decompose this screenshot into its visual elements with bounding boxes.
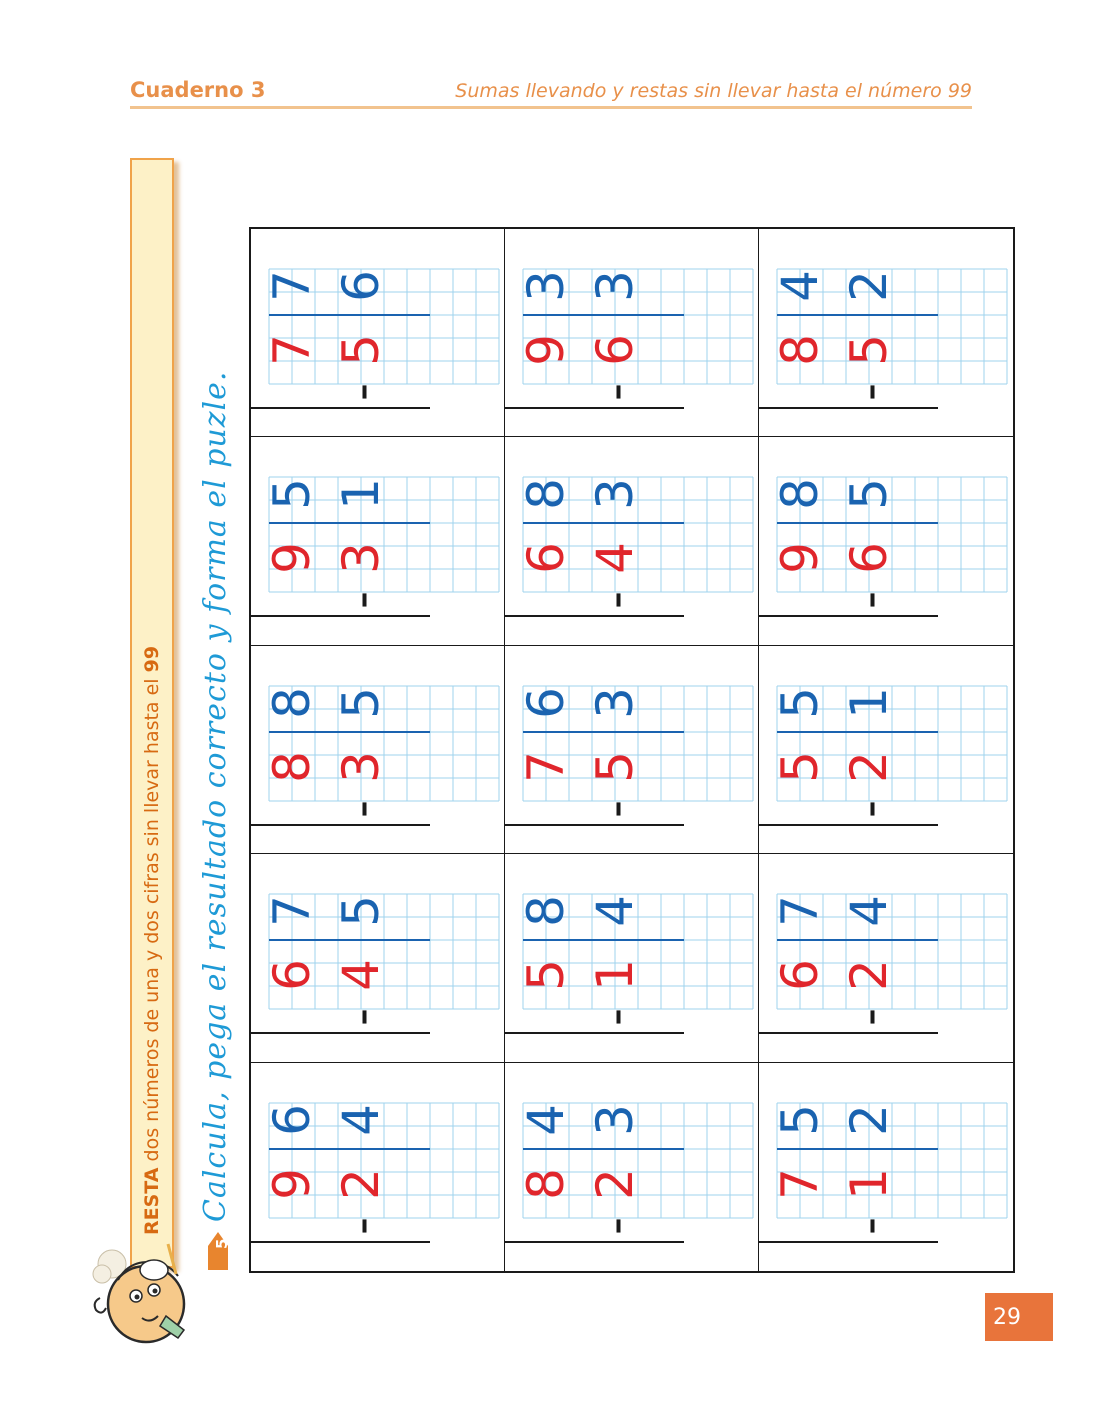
subtrahend-tens-digit: 1	[840, 1167, 898, 1200]
problem-grid	[249, 227, 1015, 1273]
minus-sign: -	[586, 591, 644, 610]
problem-cell[interactable]	[505, 854, 759, 1062]
minuend-tens-digit: 7	[517, 750, 575, 783]
subtrahend-tens-digit: 2	[840, 959, 898, 992]
minuend-units-digit: 8	[517, 895, 575, 928]
minus-sign: -	[332, 382, 390, 402]
minus-sign: -	[586, 1008, 644, 1027]
subtrahend-units-digit: 5	[840, 478, 898, 511]
minuend-tens-digit: 6	[517, 542, 575, 575]
minuend-units-digit: 7	[263, 895, 321, 928]
exercise-instruction: Calcula, pega el resultado correcto y forma el puzle.	[198, 370, 233, 1222]
subtrahend-tens-digit: 5	[332, 334, 390, 366]
subtrahend-units-digit: 5	[332, 895, 390, 928]
subtrahend-units-digit: 3	[586, 686, 644, 719]
minus-sign: -	[586, 1216, 644, 1235]
minuend-units-digit: 5	[771, 1103, 829, 1136]
subtraction-problem	[759, 646, 1013, 854]
minuend-tens-digit: 8	[771, 334, 829, 366]
minuend-units-digit: 8	[771, 478, 829, 511]
problem-cell[interactable]	[759, 437, 1013, 645]
subtrahend-units-digit: 3	[586, 270, 644, 302]
problem-cell[interactable]	[505, 1063, 759, 1271]
problem-cell[interactable]	[251, 854, 505, 1062]
subtrahend-units-digit: 2	[840, 1103, 898, 1136]
minuend-units-digit: 7	[771, 895, 829, 928]
subtrahend-tens-digit: 5	[840, 334, 898, 366]
subtraction-problem	[759, 437, 1013, 645]
minuend-units-digit: 7	[263, 270, 321, 302]
exercise-number: 5	[212, 1238, 231, 1249]
subtrahend-tens-digit: 6	[840, 542, 898, 575]
problem-cell[interactable]	[505, 646, 759, 854]
subtraction-problem	[251, 854, 505, 1062]
subtrahend-tens-digit: 3	[332, 750, 390, 783]
subtraction-problem	[505, 437, 759, 645]
subtraction-problem	[251, 646, 505, 854]
exercise-number-badge	[208, 1238, 231, 1270]
subtrahend-units-digit: 3	[586, 1103, 644, 1136]
minuend-tens-digit: 9	[771, 542, 829, 575]
minus-sign: -	[586, 799, 644, 818]
minus-sign: -	[840, 591, 898, 610]
minus-sign: -	[840, 382, 898, 402]
subtraction-problem	[251, 437, 505, 645]
topic-keyword: RESTA	[141, 1167, 163, 1235]
chapter-title: Sumas llevando y restas sin llevar hasta el número 99	[455, 80, 972, 102]
problem-cell[interactable]	[251, 646, 505, 854]
minuend-tens-digit: 6	[263, 959, 321, 992]
subtrahend-tens-digit: 5	[586, 750, 644, 783]
page-number: 29	[985, 1293, 1053, 1341]
minuend-tens-digit: 9	[263, 542, 321, 575]
minuend-units-digit: 8	[263, 686, 321, 719]
subtrahend-units-digit: 5	[332, 686, 390, 719]
minuend-tens-digit: 7	[771, 1167, 829, 1200]
subtrahend-tens-digit: 1	[586, 959, 644, 992]
subtrahend-units-digit: 4	[586, 895, 644, 928]
problem-cell[interactable]	[251, 1063, 505, 1271]
minus-sign: -	[332, 1008, 390, 1027]
subtrahend-units-digit: 4	[332, 1103, 390, 1136]
subtrahend-units-digit: 2	[840, 270, 898, 302]
minus-sign: -	[840, 799, 898, 818]
subtrahend-tens-digit: 4	[332, 959, 390, 992]
problem-cell[interactable]	[759, 229, 1013, 437]
mascot-illustration	[84, 1240, 196, 1350]
subtrahend-units-digit: 4	[840, 895, 898, 928]
minuend-units-digit: 4	[771, 270, 829, 302]
subtraction-problem	[505, 854, 759, 1062]
subtrahend-tens-digit: 2	[840, 750, 898, 783]
minuend-units-digit: 6	[517, 686, 575, 719]
minuend-tens-digit: 7	[263, 334, 321, 366]
minuend-units-digit: 3	[517, 270, 575, 302]
minuend-units-digit: 8	[517, 478, 575, 511]
subtrahend-tens-digit: 6	[586, 334, 644, 366]
minuend-units-digit: 5	[771, 686, 829, 719]
problem-cell[interactable]	[251, 437, 505, 645]
minuend-tens-digit: 9	[263, 1167, 321, 1200]
minus-sign: -	[840, 1008, 898, 1027]
subtrahend-tens-digit: 3	[332, 542, 390, 575]
notebook-label: Cuaderno 3	[130, 78, 266, 102]
subtrahend-tens-digit: 2	[586, 1167, 644, 1200]
minus-sign: -	[332, 1216, 390, 1235]
subtraction-problem	[505, 646, 759, 854]
subtrahend-tens-digit: 4	[586, 542, 644, 575]
topic-text	[141, 646, 163, 1235]
header-divider	[130, 106, 972, 109]
subtraction-problem	[759, 1063, 1013, 1271]
subtraction-problem	[505, 1063, 759, 1271]
problem-cell[interactable]	[505, 437, 759, 645]
subtrahend-tens-digit: 2	[332, 1167, 390, 1200]
subtraction-problem	[251, 229, 505, 437]
problem-cell[interactable]	[251, 229, 505, 437]
subtrahend-units-digit: 1	[840, 686, 898, 719]
topic-description: dos números de una y dos cifras sin llevar hasta el	[141, 672, 163, 1168]
subtraction-problem	[759, 854, 1013, 1062]
minuend-tens-digit: 8	[517, 1167, 575, 1200]
problem-cell[interactable]	[759, 646, 1013, 854]
minuend-tens-digit: 9	[517, 334, 575, 366]
minus-sign: -	[586, 382, 644, 402]
problem-cell[interactable]	[759, 1063, 1013, 1271]
problem-cell[interactable]	[759, 854, 1013, 1062]
minuend-tens-digit: 6	[771, 959, 829, 992]
minus-sign: -	[332, 799, 390, 818]
minuend-tens-digit: 5	[771, 750, 829, 783]
minus-sign: -	[840, 1216, 898, 1235]
subtrahend-units-digit: 1	[332, 478, 390, 511]
problem-cell[interactable]	[505, 229, 759, 437]
minuend-tens-digit: 8	[263, 750, 321, 783]
minuend-units-digit: 4	[517, 1103, 575, 1136]
minuend-units-digit: 6	[263, 1103, 321, 1136]
subtrahend-units-digit: 3	[586, 478, 644, 511]
minuend-units-digit: 5	[263, 478, 321, 511]
minuend-tens-digit: 5	[517, 959, 575, 992]
subtraction-problem	[505, 229, 759, 437]
minus-sign: -	[332, 591, 390, 610]
subtrahend-units-digit: 6	[332, 270, 390, 302]
subtraction-problem	[251, 1063, 505, 1271]
topic-number: 99	[141, 645, 163, 673]
subtraction-problem	[759, 229, 1013, 437]
